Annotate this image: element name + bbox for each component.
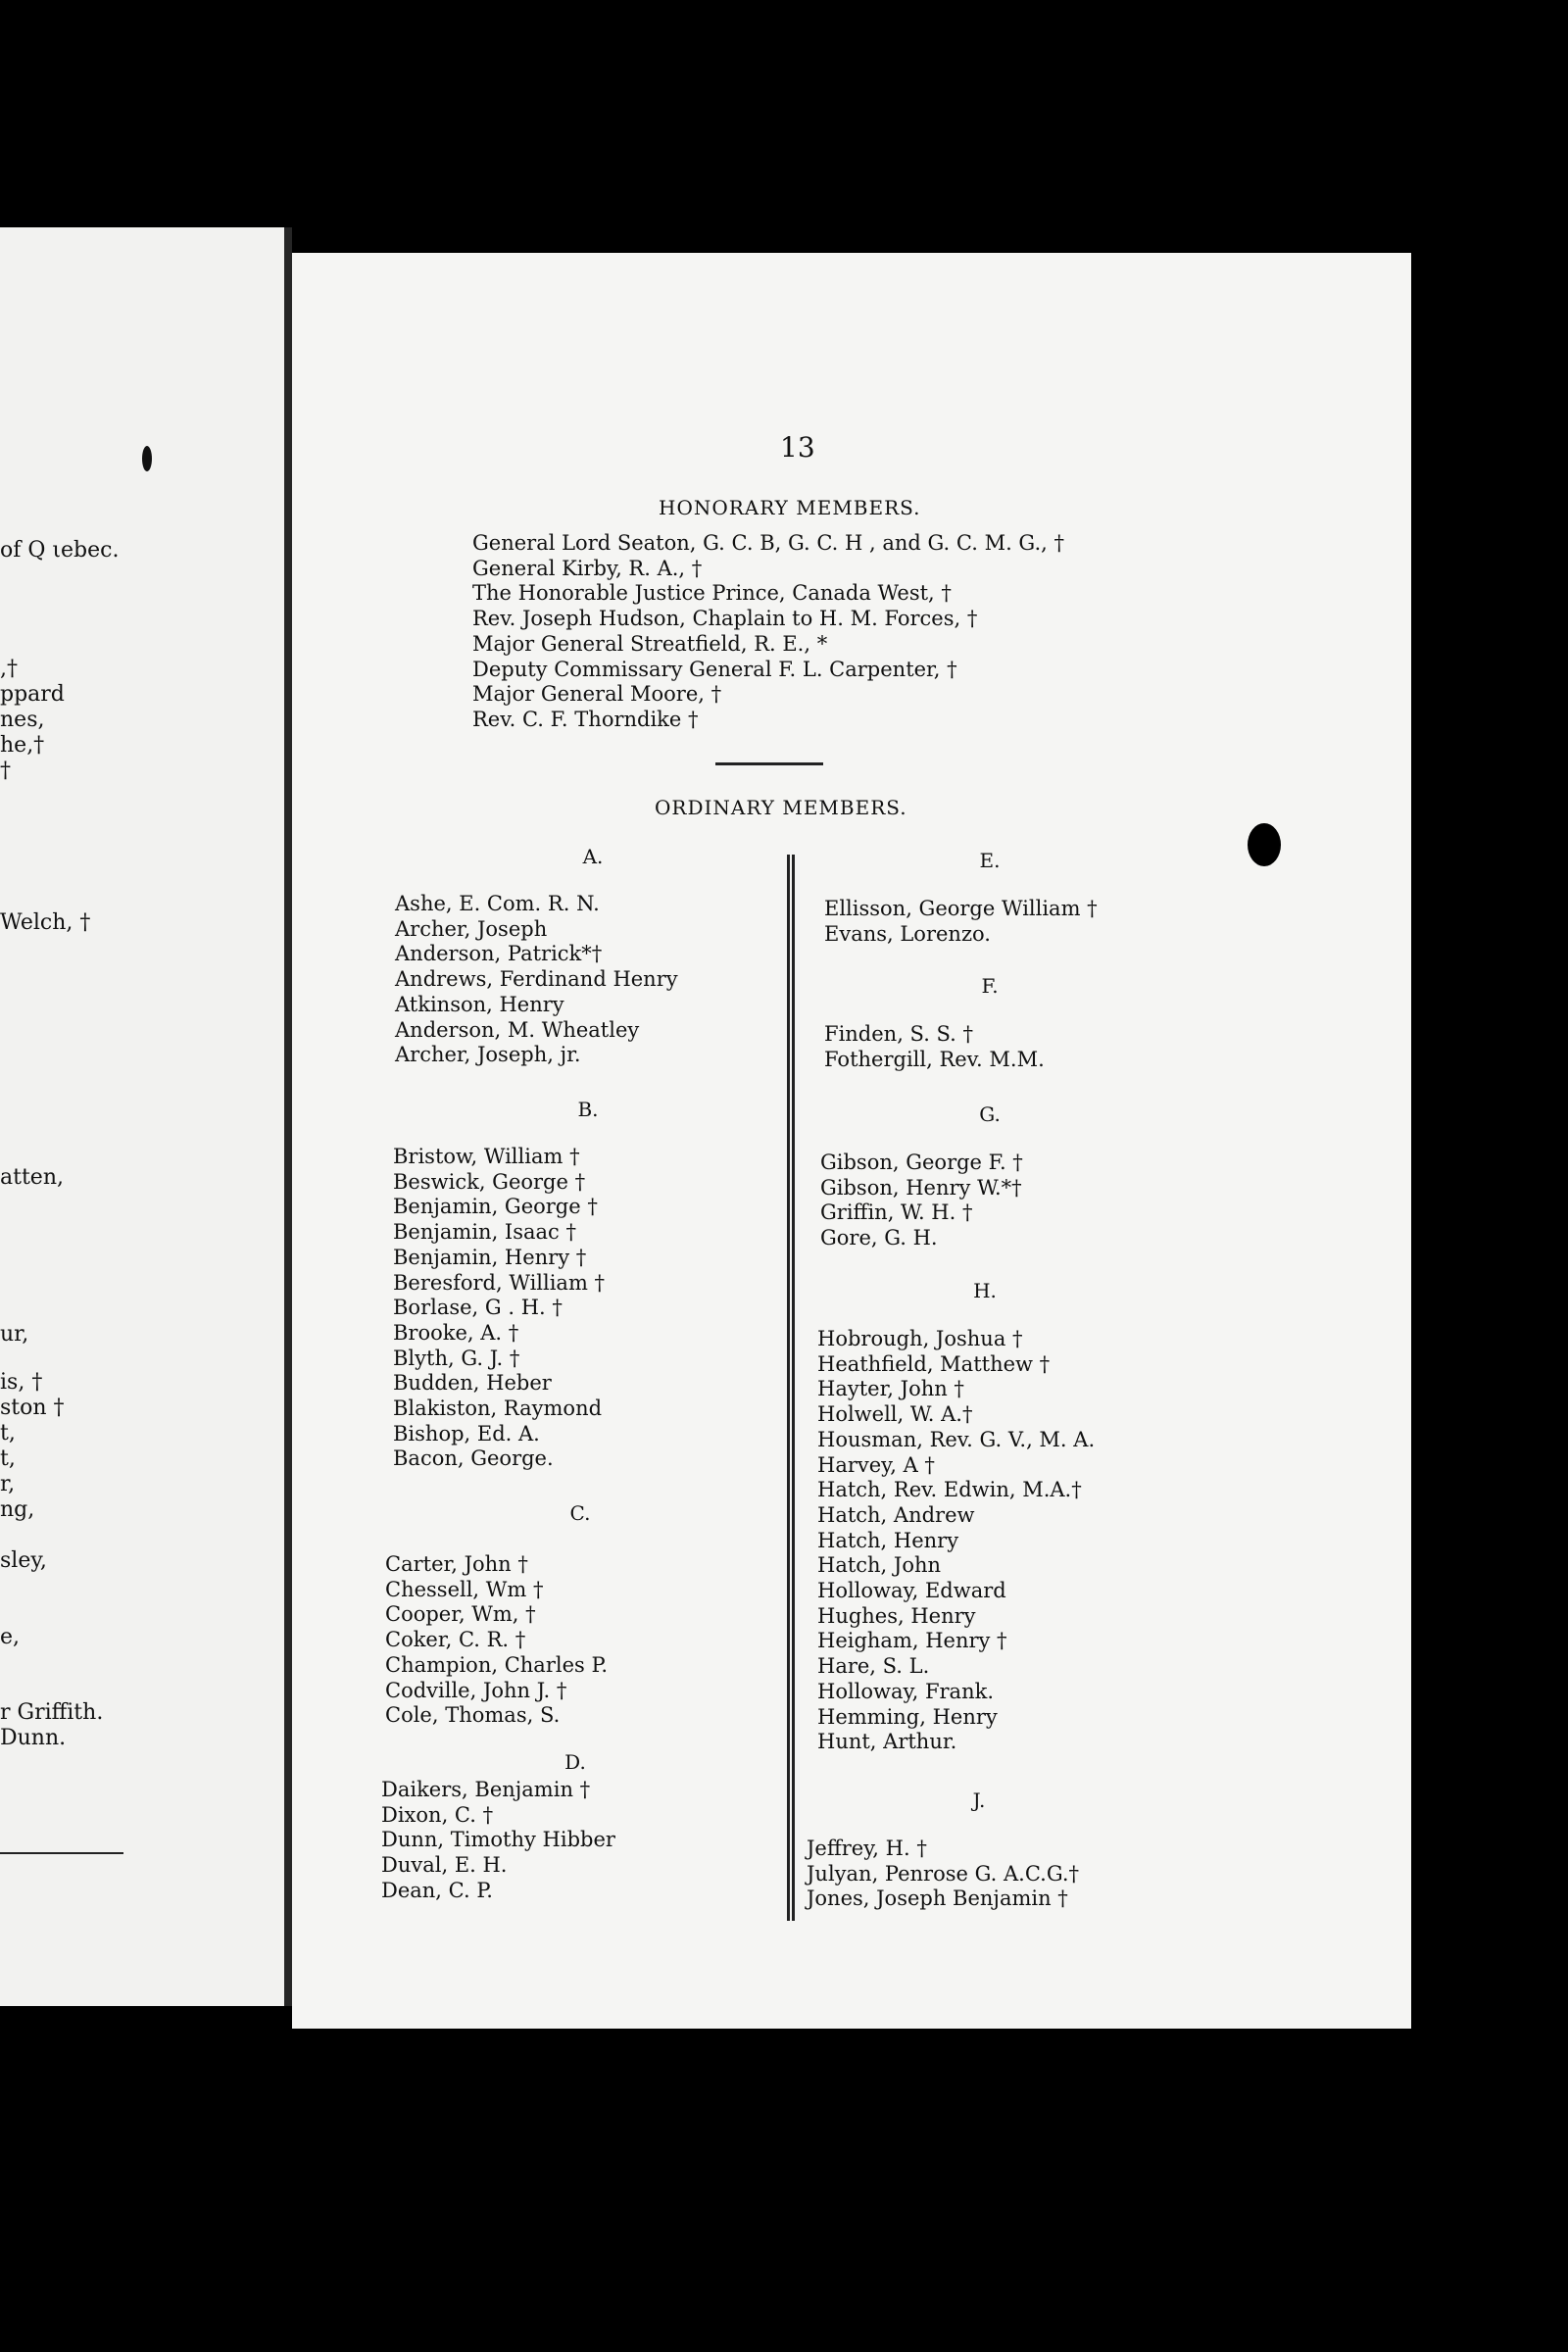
member-name: Archer, Joseph, jr. bbox=[395, 1043, 581, 1067]
member-name: Gore, G. H. bbox=[820, 1226, 938, 1250]
honorary-member: Major General Moore, † bbox=[472, 682, 722, 707]
member-list bbox=[824, 1022, 1045, 1072]
section-rule bbox=[715, 762, 823, 765]
member-name: Atkinson, Henry bbox=[395, 992, 564, 1016]
letter-heading: F. bbox=[981, 974, 999, 998]
left-page-line: ng, bbox=[0, 1497, 35, 1522]
member-name: Ashe, E. Com. R. N. bbox=[395, 892, 600, 915]
left-page-line: ppard bbox=[0, 682, 65, 707]
left-page-line: nes, bbox=[0, 708, 45, 732]
left-page-line: Welch, † bbox=[0, 910, 91, 935]
left-page-line: ston † bbox=[0, 1396, 65, 1420]
member-name: Coker, C. R. † bbox=[385, 1628, 526, 1652]
left-page-line: he,† bbox=[0, 733, 45, 758]
member-name: Jeffrey, H. † bbox=[807, 1837, 927, 1860]
left-page-line: ur, bbox=[0, 1322, 29, 1347]
member-name: Hatch, John bbox=[817, 1553, 942, 1578]
left-page-rule bbox=[0, 1852, 123, 1854]
left-page-line: t, bbox=[0, 1421, 16, 1446]
member-name: Griffin, W. H. † bbox=[820, 1200, 973, 1225]
member-name: Holwell, W. A.† bbox=[817, 1402, 973, 1427]
member-name: Borlase, G . H. † bbox=[393, 1296, 563, 1320]
honorary-member: The Honorable Justice Prince, Canada West, † bbox=[472, 581, 952, 606]
left-page-line: r, bbox=[0, 1472, 16, 1496]
left-page-line: sley, bbox=[0, 1548, 47, 1573]
member-name: Cole, Thomas, S. bbox=[385, 1703, 561, 1728]
member-name: Cooper, Wm, † bbox=[385, 1602, 536, 1627]
honorary-member: General Lord Seaton, G. C. B, G. C. H , and G. C. M. G., † bbox=[472, 531, 1064, 555]
member-name: Anderson, M. Wheatley bbox=[395, 1017, 640, 1042]
member-name: Hare, S. L. bbox=[817, 1654, 930, 1679]
member-list bbox=[381, 1778, 615, 1904]
member-name: Brooke, A. † bbox=[393, 1320, 519, 1345]
letter-heading: H. bbox=[973, 1279, 997, 1302]
letter-heading: G. bbox=[979, 1102, 1001, 1126]
member-name: Bishop, Ed. A. bbox=[393, 1421, 540, 1446]
left-page-line: ,† bbox=[0, 657, 18, 681]
left-page-line: is, † bbox=[0, 1370, 43, 1395]
member-name: Daikers, Benjamin † bbox=[381, 1778, 591, 1801]
member-name: Hatch, Rev. Edwin, M.A.† bbox=[817, 1478, 1082, 1502]
member-name: Budden, Heber bbox=[393, 1371, 552, 1396]
ink-mark bbox=[142, 446, 152, 471]
member-name: Hemming, Henry bbox=[817, 1704, 998, 1729]
member-name: Julyan, Penrose G. A.C.G.† bbox=[807, 1861, 1080, 1886]
honorary-heading: HONORARY MEMBERS. bbox=[659, 496, 921, 519]
column-divider bbox=[787, 855, 795, 1921]
member-name: Blyth, G. J. † bbox=[393, 1346, 520, 1370]
letter-heading: D. bbox=[564, 1750, 586, 1774]
member-name: Codville, John J. † bbox=[385, 1678, 567, 1702]
ink-blot bbox=[1248, 823, 1281, 866]
member-list bbox=[817, 1327, 1095, 1755]
member-name: Hughes, Henry bbox=[817, 1603, 976, 1628]
member-name: Benjamin, George † bbox=[393, 1195, 598, 1219]
member-name: Andrews, Ferdinand Henry bbox=[395, 967, 678, 992]
letter-heading: A. bbox=[582, 845, 604, 868]
member-name: Beswick, George † bbox=[393, 1169, 586, 1194]
member-name: Hobrough, Joshua † bbox=[817, 1327, 1023, 1350]
page-number: 13 bbox=[780, 431, 815, 464]
member-name: Fothergill, Rev. M.M. bbox=[824, 1047, 1045, 1071]
member-name: Beresford, William † bbox=[393, 1270, 606, 1295]
member-name: Evans, Lorenzo. bbox=[824, 921, 991, 946]
member-name: Holloway, Edward bbox=[817, 1579, 1006, 1603]
member-name: Gibson, George F. † bbox=[820, 1151, 1023, 1174]
member-name: Benjamin, Isaac † bbox=[393, 1220, 576, 1245]
member-name: Champion, Charles P. bbox=[385, 1652, 609, 1677]
member-name: Bacon, George. bbox=[393, 1446, 554, 1471]
member-name: Holloway, Frank. bbox=[817, 1679, 995, 1703]
left-page-line: e, bbox=[0, 1625, 21, 1649]
member-name: Heigham, Henry † bbox=[817, 1629, 1007, 1653]
member-name: Duval, E. H. bbox=[381, 1853, 508, 1878]
member-name: Dunn, Timothy Hibber bbox=[381, 1828, 615, 1852]
member-name: Blakiston, Raymond bbox=[393, 1396, 603, 1421]
member-name: Heathfield, Matthew † bbox=[817, 1351, 1051, 1376]
member-name: Hatch, Andrew bbox=[817, 1502, 975, 1527]
left-page-line: of Q ιebec. bbox=[0, 538, 120, 563]
letter-heading: E. bbox=[979, 849, 1001, 872]
member-list bbox=[385, 1552, 608, 1729]
book-gutter bbox=[284, 227, 292, 2006]
letter-heading: J. bbox=[972, 1788, 986, 1812]
honorary-member: Major General Streatfield, R. E., * bbox=[472, 631, 828, 656]
left-page-line: † bbox=[0, 759, 11, 783]
member-list bbox=[395, 892, 678, 1068]
member-name: Gibson, Henry W.*† bbox=[820, 1175, 1022, 1200]
member-list bbox=[820, 1151, 1023, 1251]
member-name: Dean, C. P. bbox=[381, 1878, 493, 1902]
member-name: Carter, John † bbox=[385, 1552, 528, 1576]
left-page-line: Dunn. bbox=[0, 1726, 67, 1750]
member-name: Bristow, William † bbox=[393, 1145, 580, 1168]
member-list bbox=[393, 1145, 605, 1472]
member-list bbox=[824, 897, 1098, 947]
member-name: Hayter, John † bbox=[817, 1377, 964, 1401]
member-name: Dixon, C. † bbox=[381, 1802, 494, 1827]
ordinary-heading: ORDINARY MEMBERS. bbox=[655, 796, 907, 819]
member-name: Jones, Joseph Benjamin † bbox=[807, 1886, 1068, 1911]
honorary-list bbox=[472, 531, 1064, 733]
left-page-line: r Griffith. bbox=[0, 1700, 104, 1725]
member-name: Hunt, Arthur. bbox=[817, 1730, 957, 1754]
member-name: Benjamin, Henry † bbox=[393, 1245, 587, 1269]
member-name: Ellisson, George William † bbox=[824, 897, 1098, 920]
honorary-member: Rev. C. F. Thorndike † bbox=[472, 707, 699, 731]
member-name: Hatch, Henry bbox=[817, 1528, 959, 1552]
member-name: Anderson, Patrick*† bbox=[395, 942, 603, 966]
member-list bbox=[807, 1837, 1079, 1912]
letter-heading: B. bbox=[577, 1098, 599, 1121]
member-name: Chessell, Wm † bbox=[385, 1577, 544, 1601]
honorary-member: Rev. Joseph Hudson, Chaplain to H. M. Forces, † bbox=[472, 607, 978, 631]
letter-heading: C. bbox=[569, 1501, 591, 1525]
member-name: Archer, Joseph bbox=[395, 916, 548, 941]
honorary-member: General Kirby, R. A., † bbox=[472, 556, 703, 580]
left-page-line: atten, bbox=[0, 1165, 64, 1190]
honorary-member: Deputy Commissary General F. L. Carpenter, † bbox=[472, 657, 957, 681]
member-name: Harvey, A † bbox=[817, 1452, 935, 1477]
member-name: Housman, Rev. G. V., M. A. bbox=[817, 1427, 1096, 1451]
member-name: Finden, S. S. † bbox=[824, 1022, 974, 1046]
left-page-line: t, bbox=[0, 1446, 16, 1471]
